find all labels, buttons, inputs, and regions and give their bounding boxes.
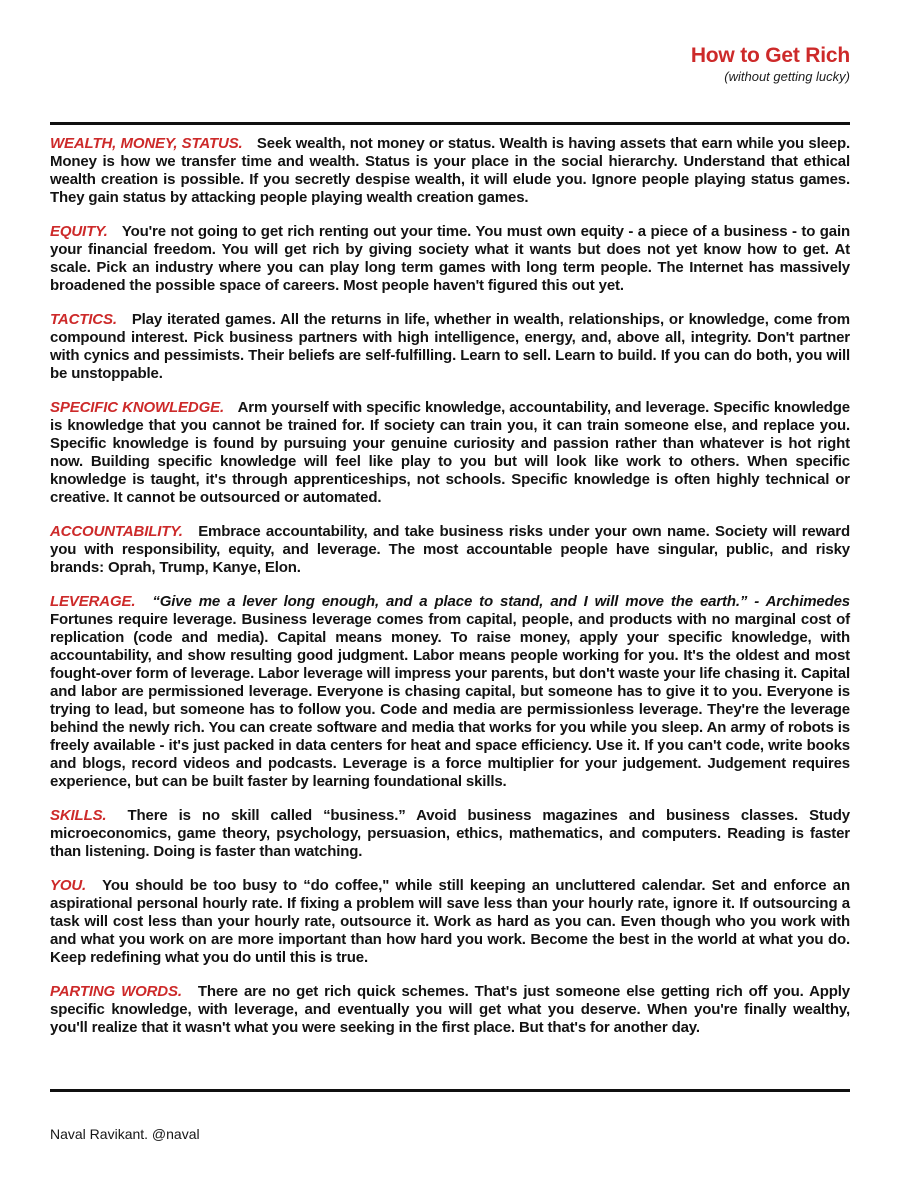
section-text: There is no skill called “business.” Avoid business magazines and business classes. Study microeconomics, game theory, psychology, persuasion, ethics, mathematics, and computers. Reading is faster than listening. Doing is faster than watching. [50,807,850,860]
section-text: There are no get rich quick schemes. That's just someone else getting rich off you. Apply specific knowledge, with leverage, and eventually you will get what you deserve. When you're finally wealthy, you'll realize that it wasn't what you were seeking in the first place. But that's for another day. [50,983,850,1036]
section-text: You're not going to get rich renting out your time. You must own equity - a piece of a business - to gain your financial freedom. You will get rich by giving society what it wants but does not yet know how to get. At scale. Pick an industry where you can play long term games with long term people. The Internet has massively broadened the possible space of careers. Most people haven't figured this out yet. [50,223,851,294]
section [50,311,850,383]
section-text: Seek wealth, not money or status. Wealth is having assets that earn while you sleep. Money is how we transfer time and wealth. Status is your place in the social hierarchy. Understand that ethical wealth creation is possible. If you secretly despise wealth, it will elude you. Ignore people playing status games. They gain status by attacking people playing wealth creation games. [50,135,851,206]
section-heading: EQUITY. [50,223,108,240]
section-quote: “Give me a lever long enough, and a place to stand, and I will move the earth.” - Archimedes [152,593,850,610]
section [50,399,850,507]
document-header [50,0,850,85]
section-heading: ACCOUNTABILITY. [50,523,183,540]
document-title: How to Get Rich [690,44,850,67]
section-heading: WEALTH, MONEY, STATUS. [50,135,243,152]
section [50,223,850,295]
section-text: You should be too busy to “do coffee," while still keeping an uncluttered calendar. Set and enforce an aspirational personal hourly rate. If fixing a problem will save less than your hourly rate, ignore it. If outsourcing a task will cost less than your hourly rate, outsource it. Work as hard as you can. Even though who you work with and what you work on are more important than how hard you work. Become the best in the world at what you do. Keep redefining what you do until this is true. [50,877,850,966]
section-text: Play iterated games. All the returns in life, whether in wealth, relationships, or knowledge, come from compound interest. Pick business partners with high intelligence, energy, and, above all, integrity. Don't partner with cynics and pessimists. Their beliefs are self-fulfilling. Learn to sell. Learn to build. If you can do both, you will be unstoppable. [50,311,850,382]
section-heading: TACTICS. [50,311,117,328]
bottom-rule [50,1089,850,1092]
section-heading: SPECIFIC KNOWLEDGE. [50,399,224,416]
section-heading: LEVERAGE. [50,593,136,610]
section-text: Embrace accountability, and take business risks under your own name. Society will reward you with responsibility, equity, and leverage. The most accountable people have singular, public, and risky brands: Oprah, Trump, Kanye, Elon. [50,523,850,576]
section [50,877,850,967]
section-heading: YOU. [50,877,87,894]
sections [50,125,850,1037]
section [50,523,850,577]
section [50,983,850,1037]
section [50,135,850,207]
author-byline: Naval Ravikant. @naval [50,1126,200,1142]
document-subtitle: (without getting lucky) [724,69,850,84]
section-heading: SKILLS. [50,807,107,824]
section [50,593,850,791]
section-text: Fortunes require leverage. Business leverage comes from capital, people, and products with no marginal cost of replication (code and media). Capital means money. To raise money, apply your specific knowledge, with accountability, and show resulting good judgment. Labor means people working for you. It's the oldest and most fought-over form of leverage. Labor leverage will impress your parents, but don't waste your life chasing it. Capital and labor are permissioned leverage. Everyone is chasing capital, but someone has to give it to you. Everyone is trying to lead, but someone has to follow you. Code and media are permissionless leverage. They're the leverage behind the newly rich. You can create software and media that works for you while you sleep. An army of robots is freely available - it's just packed in data centers for heat and space efficiency. Use it. If you can't code, write books and blogs, record videos and podcasts. Leverage is a force multiplier for your judgement. Judgement requires experience, but can be built faster by learning foundational skills. [50,611,850,790]
section-text: Arm yourself with specific knowledge, accountability, and leverage. Specific knowledge is knowledge that you cannot be trained for. If society can train you, it can train someone else, and replace you. Specific knowledge is found by pursuing your genuine curiosity and passion rather than whatever is hot right now. Building specific knowledge will feel like play to you but will look like work to others. When specific knowledge is taught, it's through apprenticeships, not schools. Specific knowledge is often highly technical or creative. It cannot be outsourced or automated. [50,399,850,506]
section [50,807,850,861]
section-heading: PARTING WORDS. [50,983,182,1000]
